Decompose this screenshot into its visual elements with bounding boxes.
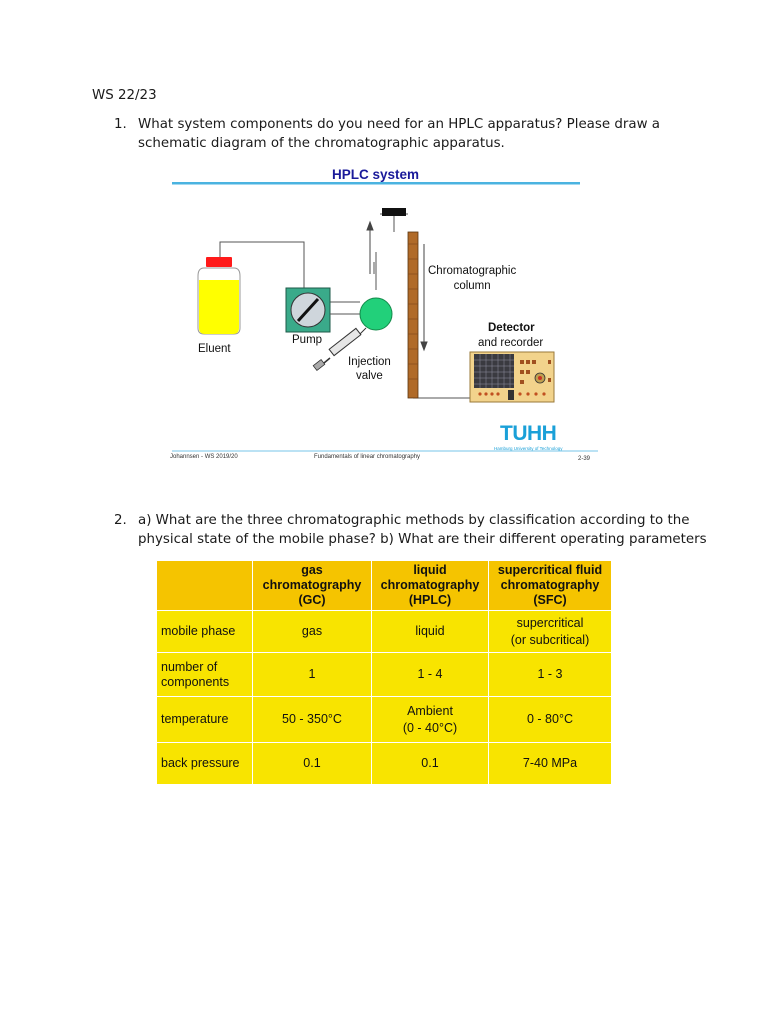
label-column-line-2: column <box>453 280 491 292</box>
label-column-line-1: Chromatographic <box>428 265 517 277</box>
chromatography-parameters-table <box>156 560 612 785</box>
label-injection-line-1: Injection <box>348 356 391 368</box>
cell-text: (or subcritical) <box>510 632 590 647</box>
row-label-text: components <box>161 674 230 689</box>
cell-text: liquid <box>415 624 445 638</box>
chromatographic-column <box>408 232 418 398</box>
cell-gc-temperature <box>253 697 372 743</box>
tuhh-logo-subtitle: Hamburg University of Technology <box>494 446 563 451</box>
label-detector: Detector <box>488 322 535 334</box>
header-sfc-line-3: (SFC) <box>533 593 567 607</box>
column-cap <box>382 208 406 216</box>
cell-hplc-components <box>372 653 489 697</box>
cell-hplc-temperature <box>372 697 489 743</box>
cell-text: gas <box>301 624 323 638</box>
header-hplc-line-3: (HPLC) <box>408 593 452 607</box>
eluent-liquid <box>199 280 239 334</box>
row-label-text: mobile phase <box>161 624 236 638</box>
label-injection-valve <box>348 355 391 383</box>
table-header-gc <box>253 561 372 611</box>
injection-valve <box>360 298 392 330</box>
header-sfc-line-2: chromatography <box>500 578 600 592</box>
question-1-line-2: schematic diagram of the chromatographic apparatus. <box>138 136 505 151</box>
label-recorder: and recorder <box>478 337 544 349</box>
eluent-cap <box>206 257 232 267</box>
cell-gc-back-pressure <box>253 743 372 785</box>
question-2-line-1: a) What are the three chromatographic methods by classification according to the <box>138 513 690 528</box>
table-header-empty <box>157 561 253 611</box>
cell-text: 1 - 3 <box>537 667 563 681</box>
header-gc-line-3: (GC) <box>298 593 326 607</box>
row-label-number-of-components <box>157 653 253 697</box>
row-label-text: temperature <box>161 712 229 726</box>
slide-footer-title: Fundamentals of linear chromatography <box>314 454 421 460</box>
label-column <box>428 264 516 294</box>
header-hplc-line-2: chromatography <box>380 578 480 592</box>
slide-footer-author: Johannsen - WS 2019/20 <box>170 454 238 460</box>
label-pump: Pump <box>292 334 323 346</box>
row-label-text: number of <box>161 659 218 674</box>
question-1-line-1: What system components do you need for an HPLC apparatus? Please draw a <box>138 117 660 132</box>
cell-text: 1 <box>308 667 316 681</box>
table-header-sfc <box>489 561 612 611</box>
cell-sfc-temperature <box>489 697 612 743</box>
cell-text: 7-40 MPa <box>522 756 578 770</box>
table-row <box>157 611 612 653</box>
row-label-back-pressure <box>157 743 253 785</box>
label-eluent: Eluent <box>198 343 231 355</box>
row-label-text: back pressure <box>161 756 240 770</box>
table-header-row <box>157 561 612 611</box>
question-1-number: 1. <box>114 117 127 132</box>
table-row <box>157 653 612 697</box>
question-2-number: 2. <box>114 513 127 528</box>
table-header-hplc <box>372 561 489 611</box>
cell-text: supercritical <box>516 615 584 630</box>
cell-sfc-components <box>489 653 612 697</box>
cell-hplc-back-pressure <box>372 743 489 785</box>
detector-recorder <box>470 352 554 402</box>
tuhh-logo: TUHH <box>500 422 557 445</box>
header-gc-line-1: gas <box>301 563 323 577</box>
cell-text: 50 - 350°C <box>282 712 342 726</box>
cell-gc-mobile-phase <box>253 611 372 653</box>
title-rule <box>172 182 580 185</box>
pump <box>286 288 330 332</box>
cell-text: 1 - 4 <box>417 667 443 681</box>
table-row <box>157 743 612 785</box>
cell-text: 0.1 <box>303 756 321 770</box>
slide-footer-page: 2-39 <box>578 456 591 462</box>
cell-sfc-back-pressure <box>489 743 612 785</box>
header-sfc-line-1: supercritical fluid <box>497 563 603 577</box>
header-gc-line-2: chromatography <box>262 578 362 592</box>
cell-hplc-mobile-phase <box>372 611 489 653</box>
label-injection-line-2: valve <box>355 370 383 382</box>
cell-gc-components <box>253 653 372 697</box>
cell-text: (0 - 40°C) <box>402 720 458 735</box>
figure-title: HPLC system <box>332 167 420 182</box>
cell-text: 0 - 80°C <box>527 712 573 726</box>
hplc-system-figure <box>168 164 604 472</box>
question-2-line-2: physical state of the mobile phase? b) What are their different operating parameters <box>138 532 707 547</box>
row-label-temperature <box>157 697 253 743</box>
cell-sfc-mobile-phase <box>489 611 612 653</box>
table-row <box>157 697 612 743</box>
cell-text: Ambient <box>407 703 453 718</box>
cell-text: 0.1 <box>421 756 439 770</box>
document-header: WS 22/23 <box>92 88 157 103</box>
eluent-bottle <box>198 257 240 334</box>
header-hplc-line-1: liquid <box>413 563 447 577</box>
row-label-mobile-phase <box>157 611 253 653</box>
